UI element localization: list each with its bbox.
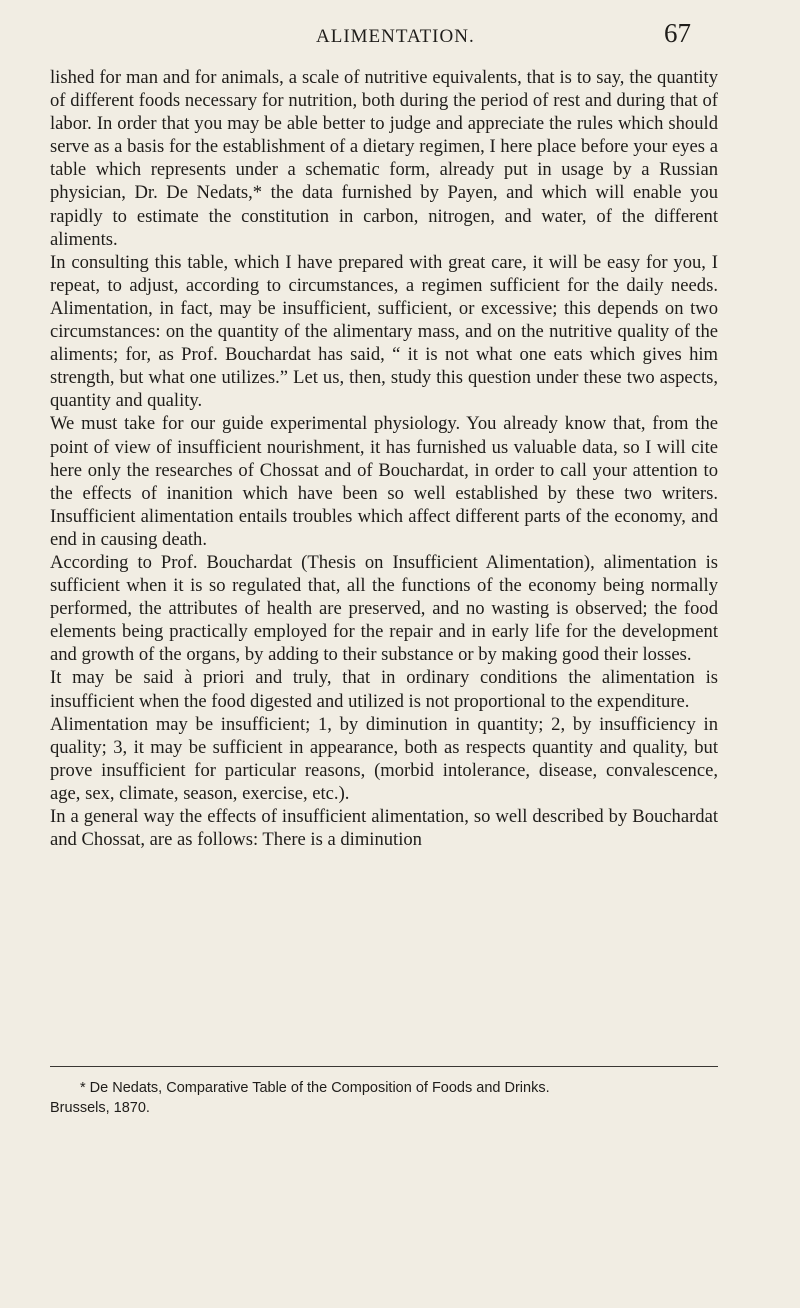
paragraph-2: In consulting this table, which I have prepared with great care, it will be easy for you, I repeat, to adjust, according to circumstances, a regimen sufficient for the daily needs. Alimentation, in fact, may be insufficient, sufficient, or excessive; this depends on two circumstances: on the quantity of the alimentary mass, and on the nutritive quality of the aliments; for, as Prof. Bouchardat has said, “ it is not what one eats which gives him strength, but what one utilizes.” Let us, then, study this question under these two aspects, quantity and quality. — [50, 251, 718, 412]
paragraph-1: lished for man and for animals, a scale of nutritive equivalents, that is to say, the quantity of different foods necessary for nutrition, both during the period of rest and during that of labor. In order that you may be able better to judge and appreciate the rules which should serve as a basis for the establishment of a dietary regimen, I here place before your eyes a table which represents under a schematic form, already put in usage by a Russian physician, Dr. De Nedats,* the data furnished by Payen, and which will enable you rapidly to estimate the constitution in carbon, nitrogen, and water, of the different aliments. — [50, 67, 718, 250]
footnote-line-1: * De Nedats, Comparative Table of the Composition of Foods and Drinks. — [80, 1080, 550, 1096]
paragraph-5: It may be said à priori and truly, that in ordinary conditions the alimentation is insufficient when the food digested and utilized is not proportional to the expenditure. — [50, 667, 718, 712]
body-text — [50, 66, 718, 851]
paragraph-4: According to Prof. Bouchardat (Thesis on Insufficient Alimentation), alimentation is sufficient when it is so regulated that, all the functions of the economy being normally performed, the attributes of health are preserved, and no wasting is observed; the food elements being practically employed for the repair and in early life for the development and growth of the organs, by adding to their substance or by making good their losses. — [50, 551, 718, 666]
page-number: 67 — [664, 18, 691, 48]
paragraph-6: Alimentation may be insufficient; 1, by diminution in quantity; 2, by insufficiency in quality; 3, it may be sufficient in appearance, both as respects quantity and quality, but prove insufficient for particular reasons, (morbid intolerance, disease, convalescence, age, sex, climate, season, exercise, etc.). — [50, 713, 718, 804]
footnote-line-2: Brussels, 1870. — [50, 1100, 150, 1116]
paragraph-3: We must take for our guide experimental physiology. You already know that, from the point of view of insufficient nourishment, it has furnished us valuable data, so I will cite here only the researches of Chossat and of Bouchardat, in order to call your attention to the effects of inanition which have been so well established by these two writers. Insufficient alimentation entails troubles which affect different parts of the economy, and end in causing death. — [50, 413, 718, 550]
paragraph-7: In a general way the effects of insufficient alimentation, so well described by Bouchardat and Chossat, are as follows: There is a diminution — [50, 806, 718, 851]
running-head: ALIMENTATION. — [316, 26, 475, 47]
footnote-divider — [50, 1066, 718, 1067]
page-header — [0, 18, 800, 58]
footnote — [50, 1078, 718, 1118]
